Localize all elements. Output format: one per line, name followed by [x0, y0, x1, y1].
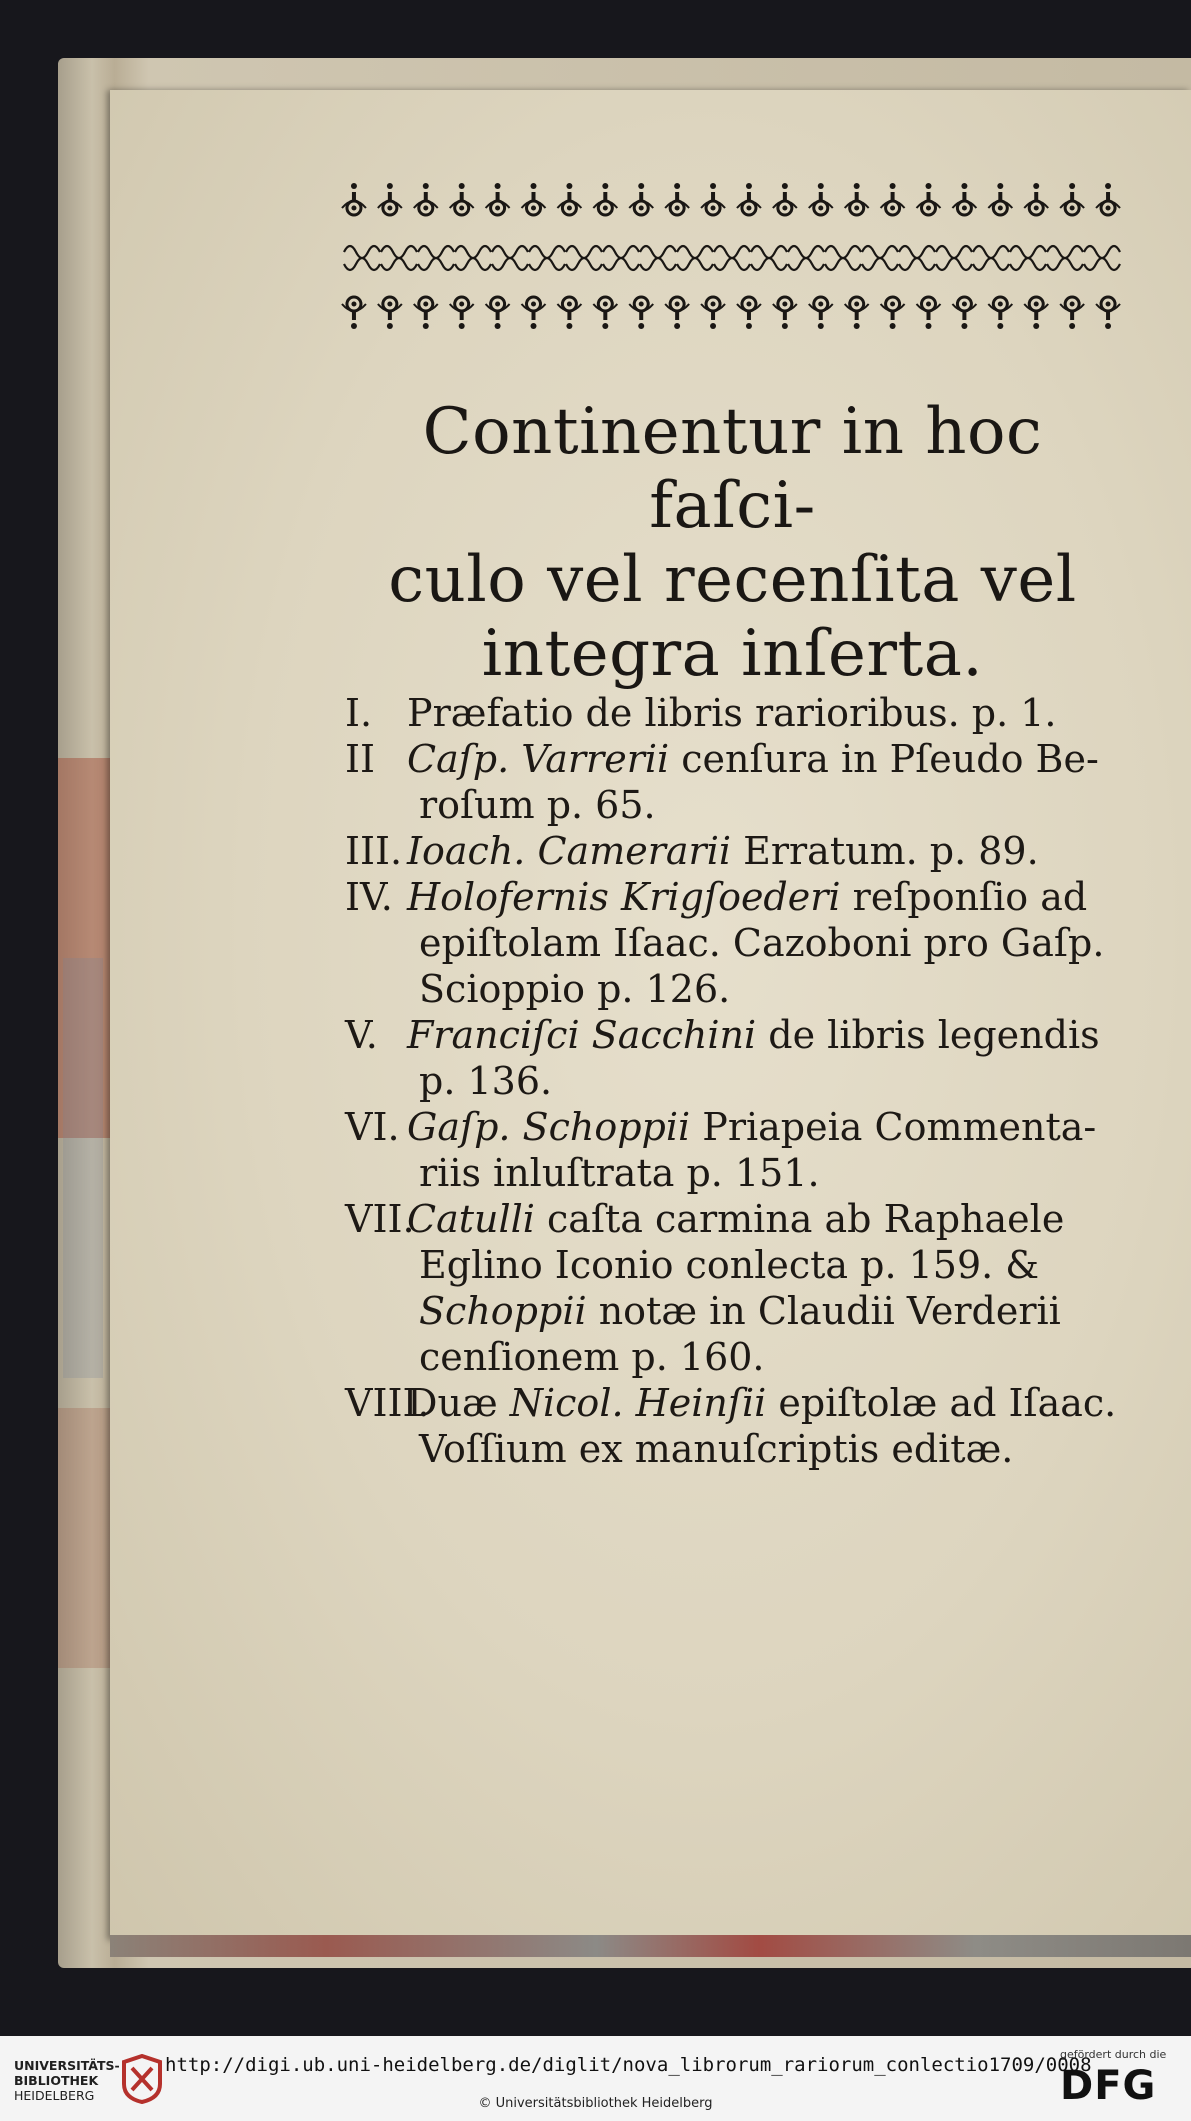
toc-entry	[345, 874, 1135, 1012]
entry-text: epiſtolam Iſaac. Cazoboni pro Gaſp.	[419, 921, 1105, 965]
library-name-line: BIBLIOTHEK	[14, 2073, 99, 2088]
entry-text: Duæ	[407, 1381, 510, 1425]
entry-number: I.	[345, 691, 373, 735]
binding-strip	[110, 1935, 1191, 1957]
library-name-line: HEIDELBERG	[14, 2088, 95, 2103]
entry-line	[407, 782, 1135, 828]
entry-line	[407, 690, 1135, 736]
entry-text: Erratum. p. 89.	[731, 829, 1039, 873]
author-name: Caſp. Varrerii	[407, 737, 670, 781]
entry-line	[407, 736, 1135, 782]
entry-text: cenſionem p. 160.	[419, 1335, 765, 1379]
entry-line	[407, 828, 1135, 874]
entry-text: notæ in Claudii Verderii	[586, 1289, 1061, 1333]
entry-number: IV.	[345, 875, 393, 919]
entry-line	[407, 874, 1135, 920]
entry-text: roſum p. 65.	[419, 783, 656, 827]
entry-line	[407, 1288, 1135, 1334]
entry-text: p. 136.	[419, 1059, 553, 1103]
toc-entry	[345, 828, 1135, 874]
entry-line	[407, 1104, 1135, 1150]
author-name: Catulli	[407, 1197, 535, 1241]
entry-number: II	[345, 737, 376, 781]
entry-number: V.	[345, 1013, 378, 1057]
entry-line	[407, 1012, 1135, 1058]
author-name: Holofernis Krigſoederi	[407, 875, 841, 919]
entry-text: Eglino Iconio conlecta p. 159. &	[419, 1243, 1040, 1287]
toc-entry	[345, 1380, 1135, 1472]
author-name: Gaſp. Schoppii	[407, 1105, 691, 1149]
entry-line	[407, 1196, 1135, 1242]
title-line: Continentur in hoc faſci-	[422, 395, 1043, 543]
library-name-line: UNIVERSITÄTS-	[14, 2058, 120, 2073]
author-name: Franciſci Sacchini	[407, 1013, 757, 1057]
footer-bar	[0, 2036, 1191, 2121]
entry-line	[407, 1426, 1135, 1472]
dfg-logo: DFG	[1060, 2063, 1157, 2109]
entry-text: reſponſio ad	[840, 875, 1088, 919]
entry-text: epiſtolæ ad Iſaac.	[766, 1381, 1117, 1425]
toc-entry	[345, 1104, 1135, 1196]
entry-line	[407, 1150, 1135, 1196]
entry-text: de libris legendis	[756, 1013, 1100, 1057]
entry-line	[407, 920, 1135, 966]
entry-text: Scioppio p. 126.	[419, 967, 731, 1011]
entry-line	[407, 1242, 1135, 1288]
entry-number: VII.	[345, 1197, 415, 1241]
entry-text: cenſura in Pſeudo Be-	[669, 737, 1099, 781]
page-title	[330, 395, 1135, 691]
author-name: Ioach. Camerarii	[407, 829, 732, 873]
ornament-border-icon	[336, 180, 1126, 340]
entry-text: Præfatio de libris rarioribus. p. 1.	[407, 691, 1057, 735]
entry-line	[407, 1334, 1135, 1380]
entry-line	[407, 966, 1135, 1012]
entry-number: VI.	[345, 1105, 400, 1149]
toc-entry	[345, 1196, 1135, 1380]
permalink-url[interactable]: http://digi.ub.uni-heidelberg.de/diglit/nova_librorum_rariorum_conlectio1709/0008	[165, 2054, 1092, 2076]
entry-text: caſta carmina ab Raphaele	[534, 1197, 1065, 1241]
author-name: Nicol. Heinſii	[509, 1381, 767, 1425]
author-name: Schoppii	[419, 1289, 587, 1333]
toc-entry	[345, 1012, 1135, 1104]
toc-entry	[345, 690, 1135, 736]
entry-text: riis inluſtrata p. 151.	[419, 1151, 820, 1195]
entry-line	[407, 1380, 1135, 1426]
toc-entry	[345, 736, 1135, 828]
entry-number: III.	[345, 829, 403, 873]
entry-number: VIII.	[345, 1381, 430, 1425]
entry-line	[407, 1058, 1135, 1104]
title-line: integra inſerta.	[481, 617, 984, 691]
copyright-notice: © Universitätsbibliothek Heidelberg	[478, 2096, 713, 2111]
title-line: culo vel recenſita vel	[388, 543, 1077, 617]
table-of-contents	[345, 690, 1135, 1472]
entry-text: Voſſium ex manuſcriptis editæ.	[419, 1427, 1014, 1471]
entry-text: Priapeia Commenta-	[690, 1105, 1097, 1149]
funding-caption: gefördert durch die	[1060, 2048, 1167, 2061]
